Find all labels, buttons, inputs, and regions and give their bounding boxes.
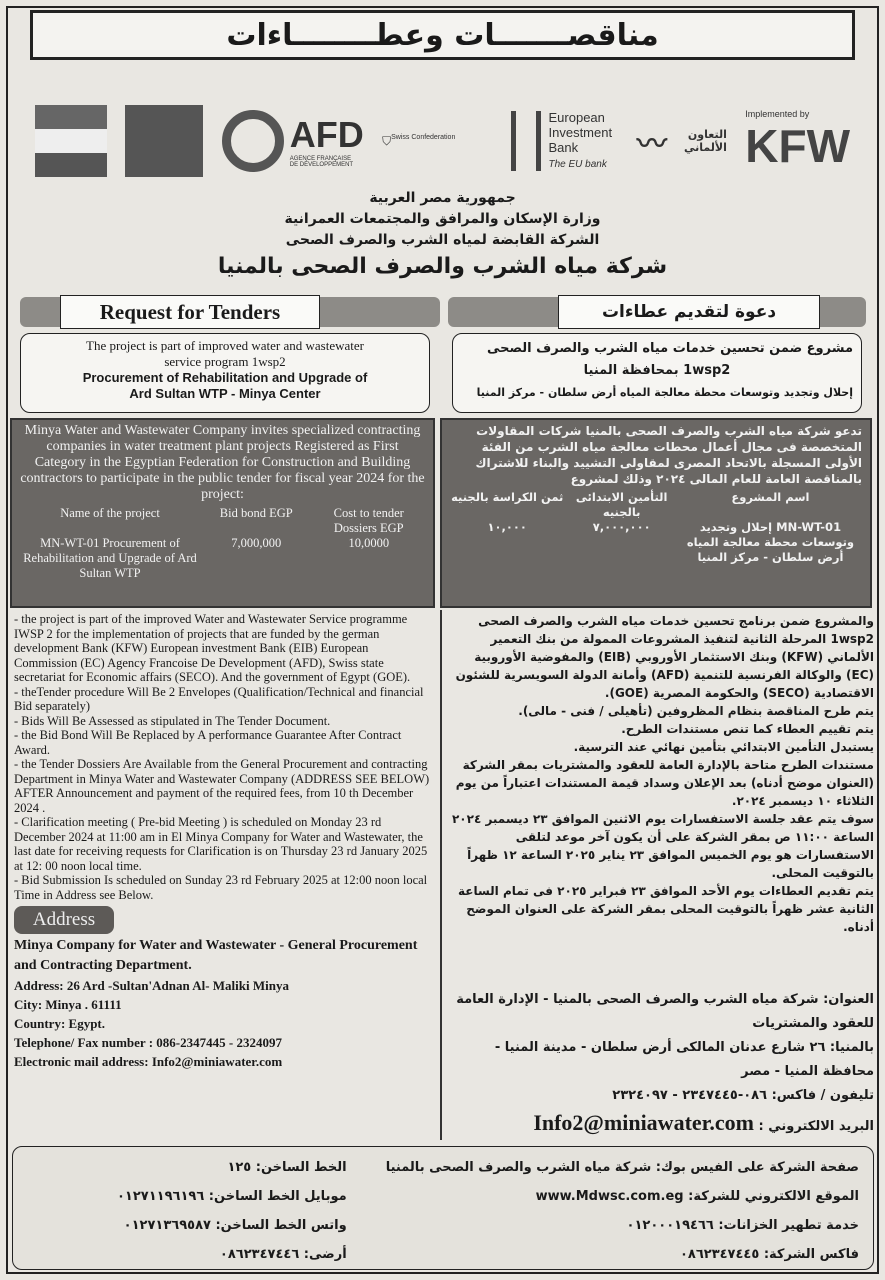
company-title: شركة مياه الشرب والصرف الصحى بالمنيا (217, 254, 668, 279)
website-link[interactable]: الموقع الالكتروني للشركة: www.Mdwsc.com.eg (535, 1189, 859, 1204)
footer-company-contacts: صفحة الشركة على الفيس بوك: شركة مياه الشرب والصرف الصحى بالمنيا الموقع الالكتروني للشركة: www.Mdwsc.com.eg خدمة تطهير الخزانات: ٠١٢٠٠٠١٩٤٦٦ فاكس الشركة: ٠٨٦٢٣٤٧٤٤٥ (385, 1160, 859, 1262)
eu-flag-logo (125, 105, 203, 177)
ar-invitation-box: تدعو شركة مياه الشرب والصرف الصحى بالمنيا شركات المقاولات المتخصصة فى مجال أعمال محطات معالجة مياه الشرب من الفئة الأولى المسجلة بالاتحاد المصرى لمقاولى التشييد والبناء للاشتراك بالمناقصة العامة للعام المالى ٢٠٢٤ وذلك لمشروع اسم المشروع التأمين الابتدائى بالجنيه ثمن الكراسة بالجنيه MN-WT-01 إحلال وتجديد وتوسعات محطة معالجة المياه أرض سلطان - مركز المنيا ٧,٠٠٠,٠٠٠ ١٠,٠٠٠ (440, 418, 872, 608)
afd-logo: AFD AGENCE FRANÇAISE DE DÉVELOPPEMENT (222, 110, 364, 172)
footer-hotline-contacts: الخط الساخن: ١٢٥ موبايل الخط الساخن: ٠١٢٧١١٩٦١٩٦ واتس الخط الساخن: ٠١٢٧١٣٦٩٥٨٧ أرضى: ٠٨٦٢٣٤٧٤٤٦ (117, 1160, 347, 1262)
contact-footer (12, 1146, 874, 1270)
en-conditions: - the project is part of the improved Water and Wastewater Service programme IWSP 2 for the implementation of projects that are funded by the german development Bank (KFW) European investment Bank (EIB) European Commission (EC) Agency Francoise De Development (AFD), Swiss state secretariat for Economic affairs (SECO). And the government of Egypt (GOE). - theTender procedure Will Be 2 Envelopes (Qualification/Technical and financial Bid separately) - Bids Will Be Assessed as stipulated in The Tender Document. - the Bid Bond Will Be Replaced by A performance Guarantee After Contract Award. - the Tender Dossiers Are Available from the General Procurement and contracting Department in Minya Water and Wastewater Company (ADDRESS SEE BELOW) AFTER Announcement and payment of the required fees, from 10 th December 2024 . - Clarification meeting ( Pre-bid Meeting ) is scheduled on Monday 23 rd December 2024 at 11:00 am in El Minya Company for Water and Wastewater, the last date for receiving requests for Clarification is on Thursday 23 rd January 2025 at 12: 00 noon local time. - Bid Submission Is scheduled on Sunday 23 rd February 2025 at 12:00 noon local Time in Address see Below. (14, 612, 430, 902)
en-body-column (14, 612, 434, 1142)
address-label: Address (14, 906, 114, 934)
ar-project-table: اسم المشروع التأمين الابتدائى بالجنيه ثمن الكراسة بالجنيه MN-WT-01 إحلال وتجديد وتوسعات محطة معالجة المياه أرض سلطان - مركز المنيا ٧,٠٠٠,٠٠٠ ١٠,٠٠٠ (451, 490, 855, 564)
column-divider (440, 610, 442, 1140)
email-link[interactable]: Info2@miniawater.com (533, 1110, 754, 1135)
ar-address: العنوان: شركة مياه الشرب والصرف الصحى بالمنيا - الإدارة العامة للعقود والمشتريات بالمنيا: ٢٦ شارع عدنان المالكى أرض سلطان - مدينة المنيا - محافظة المنيا - مصر تليفون / فاكس: ٠٨٦-٢٣٤٧٤٤٥ - ٢٣٢٤٠٩٧ البريد الالكتروني : Info2@miniawater.com (456, 992, 874, 1135)
en-section-title: Request for Tenders (60, 295, 320, 329)
ar-section-title: دعوة لتقديم عطاءات (558, 295, 820, 329)
giz-logo: التعاون الألماني 〰 (636, 127, 727, 162)
en-address: Minya Company for Water and Wastewater - General Procurement and Contracting Department. Address: 26 Ard -Sultan'Adnan Al- Maliki Minya City: Minya . 61111 Country: Egypt. Telephone/ Fax number : 086-2347445 - 2324097 Electronic mail address: Info2@miniawater.com (14, 938, 418, 1069)
ar-body-column (448, 612, 874, 1142)
ar-project-summary: مشروع ضمن تحسين خدمات مياه الشرب والصرف الصحى 1wsp2 بمحافظة المنيا إحلال وتجديد وتوسعات محطة معالجة المياه أرض سلطان - مركز المنيا (452, 333, 862, 413)
ministry-header: جمهورية مصر العربية وزارة الإسكان والمرافق والمجتمعات العمرانية الشركة القابضة لمياه الشرب والصرف الصحى (284, 190, 601, 248)
swiss-logo: ⛉ Swiss Confederation (382, 133, 456, 148)
section-banner: مناقصـــــــات وعطــــــــاءات (30, 10, 855, 60)
en-project-table: Name of the project Bid bond EGP Cost to tender Dossiers EGP MN-WT-01 Procurement of Rehabilitation and Upgrade of Ard Sultan WTP 7,000,000 10,0000 (23, 506, 404, 580)
eib-logo: European Investment Bank The EU bank (511, 110, 619, 172)
email-label: البريد الالكتروني : (758, 1119, 874, 1134)
sponsor-logos (35, 100, 850, 182)
ar-conditions: والمشروع ضمن برنامج تحسين خدمات مياه الشرب والصرف الصحى 1wsp2 المرحلة الثانية لتنفيذ المشروعات الممولة من بنك التعمير الألماني (KFW) وبنك الاستثمار الأوروبي (EIB) والمفوضية الأوروبية (EC) والوكالة الفرنسية للتنمية (AFD) وأمانة الدولة السويسرية للشئون الاقتصادية (SECO) والحكومة المصرية (GOE). يتم طرح المناقصة بنظام المظروفين (تأهيلى / فنى - مالى). يتم تقييم العطاء كما تنص مستندات الطرح. يستبدل التأمين الابتدائي بتأمين نهائي عند الترسية. مستندات الطرح متاحة بالإدارة العامة للعقود والمشتريات بمقر الشركة (العنوان موضح أدناه) بعد الإعلان وسداد قيمة المستندات اعتباراً من يوم الثلاثاء ١٠ ديسمبر ٢٠٢٤. سوف يتم عقد جلسة الاستفسارات يوم الاثنين الموافق ٢٣ ديسمبر ٢٠٢٤ الساعة ١١:٠٠ ص بمقر الشركة على أن يكون آخر موعد لتلقى الاستفسارات هو يوم الخميس الموافق ٢٣ يناير ٢٠٢٥ الساعة ١٢ ظهراً بالتوقيت المحلى. يتم تقديم العطاءات يوم الأحد الموافق ٢٣ فبراير ٢٠٢٥ فى تمام الساعة الثانية عشر ظهراً بالتوقيت المحلى بمقر الشركة على العنوان الموضح أدناه. (451, 614, 874, 934)
egypt-flag-logo (35, 105, 107, 177)
en-invitation-box: Minya Water and Wastewater Company invites specialized contracting companies in water treatment plant projects Registered as First Category in the Egyptian Federation for Construction and Building contractors to participate in the public tender for fiscal year 2024 for the project: Name of the project Bid bond EGP Cost to tender Dossiers EGP MN-WT-01 Procurement of Rehabilitation and Upgrade of Ard Sultan WTP 7,000,000 10,0000 (10, 418, 435, 608)
kfw-logo: Implemented by KFW (745, 109, 850, 172)
en-project-summary: The project is part of improved water and wastewater service program 1wsp2 Procurement of Rehabilitation and Upgrade of Ard Sultan WTP - Minya Center (20, 333, 430, 413)
